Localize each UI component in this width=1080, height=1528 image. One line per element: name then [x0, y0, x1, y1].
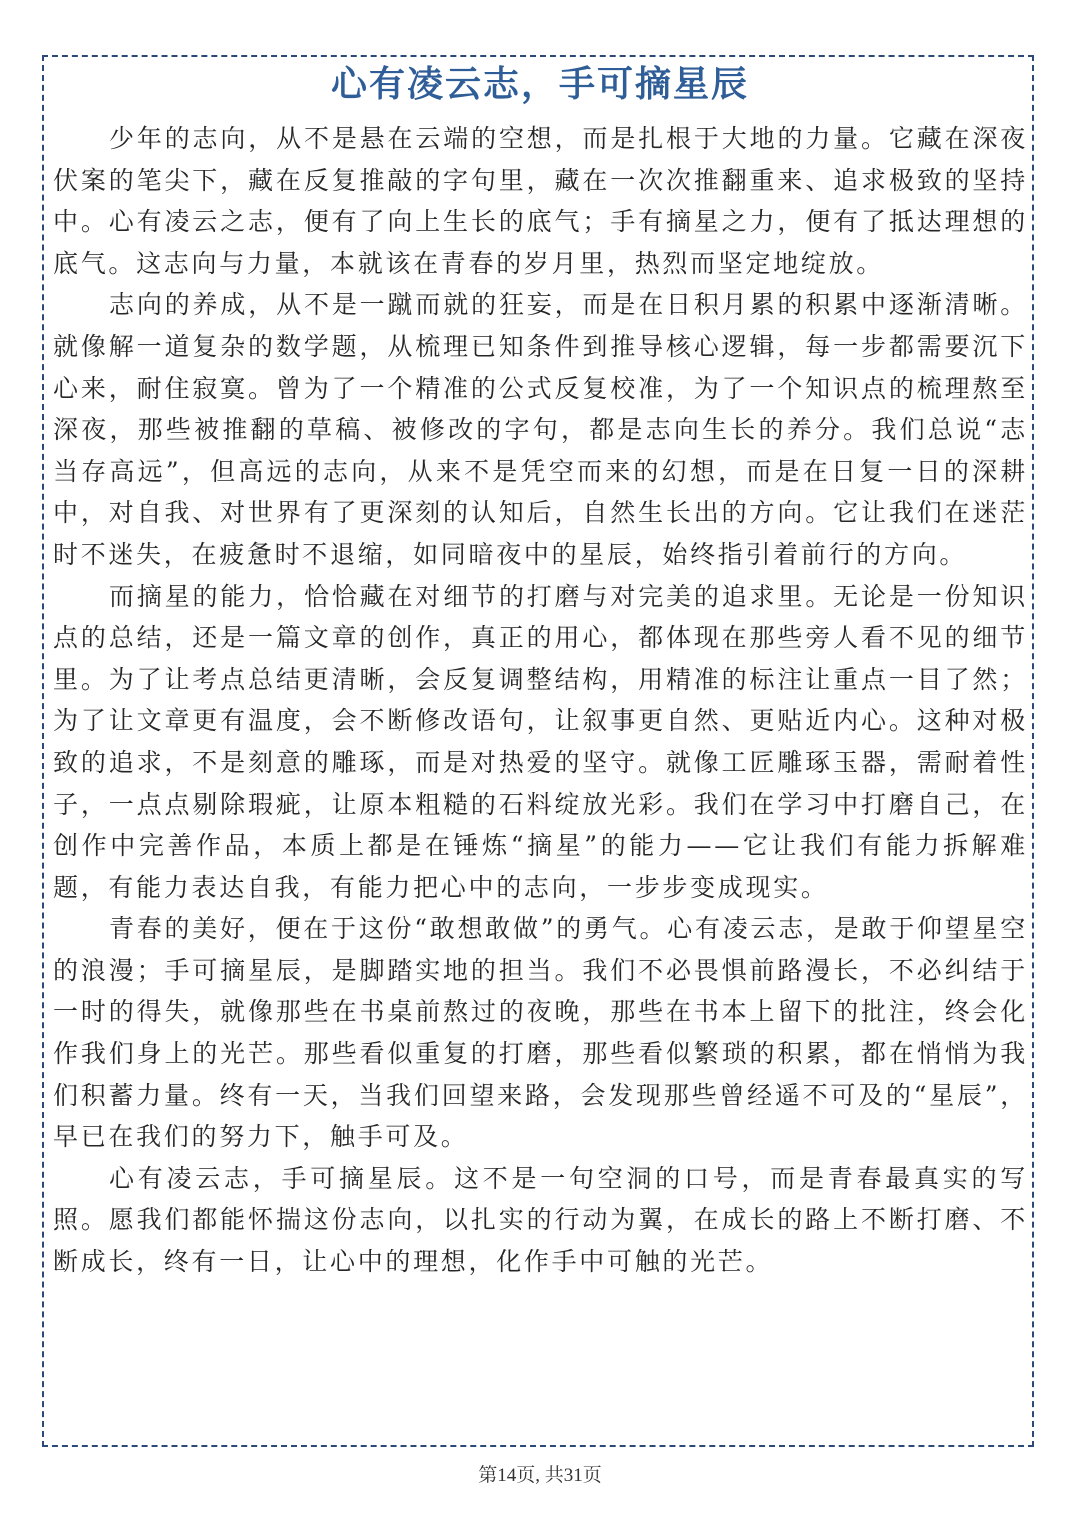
paragraph-5: 心有凌云志，手可摘星辰。这不是一句空洞的口号，而是青春最真实的写照。愿我们都能怀揣这份志向，以扎实的行动为翼，在成长的路上不断打磨、不断成长，终有一日，让心中的理想，化作手中可触的光芒。 [53, 1163, 1028, 1277]
paragraph-4: 青春的美好，便在于这份“敢想敢做”的勇气。心有凌云志，是敢于仰望星空的浪漫；手可摘星辰，是脚踏实地的担当。我们不必畏惧前路漫长，不必纠结于一时的得失，就像那些在书桌前熬过的夜晚，那些在书本上留下的批注，终会化作我们身上的光芒。那些看似重复的打磨，那些看似繁琐的积累，都在悄悄为我们积蓄力量。终有一天，当我们回望来路，会发现那些曾经遥不可及的“星辰”，早已在我们的努力下，触手可及。 [53, 914, 1028, 1152]
paragraph-2: 志向的养成，从不是一蹴而就的狂妄，而是在日积月累的积累中逐渐清晰。就像解一道复杂的数学题，从梳理已知条件到推导核心逻辑，每一步都需要沉下心来，耐住寂寞。曾为了一个精准的公式反复校准，为了一个知识点的梳理熬至深夜，那些被推翻的草稿、被修改的字句，都是志向生长的养分。我们总说“志当存高远”，但高远的志向，从来不是凭空而来的幻想，而是在日复一日的深耕中，对自我、对世界有了更深刻的认知后，自然生长出的方向。它让我们在迷茫时不迷失，在疲惫时不退缩，如同暗夜中的星辰，始终指引着前行的方向。 [53, 290, 1028, 569]
page-title: 心有凌云志，手可摘星辰 [330, 63, 749, 105]
paragraph-3: 而摘星的能力，恰恰藏在对细节的打磨与对完美的追求里。无论是一份知识点的总结，还是一篇文章的创作，真正的用心，都体现在那些旁人看不见的细节里。为了让考点总结更清晰，会反复调整结构，用精准的标注让重点一目了然；为了让文章更有温度，会不断修改语句，让叙事更自然、更贴近内心。这种对极致的追求，不是刻意的雕琢，而是对热爱的坚守。就像工匠雕琢玉器，需耐着性子，一点点剔除瑕疵，让原本粗糙的石料绽放光彩。我们在学习中打磨自己，在创作中完善作品，本质上都是在锤炼“摘星”的能力——它让我们有能力拆解难题，有能力表达自我，有能力把心中的志向，一步步变成现实。 [53, 581, 1028, 902]
article-body [53, 118, 1028, 1283]
paragraph-1: 少年的志向，从不是悬在云端的空想，而是扎根于大地的力量。它藏在深夜伏案的笔尖下，藏在反复推敲的字句里，藏在一次次推翻重来、追求极致的坚持中。心有凌云之志，便有了向上生长的底气；手有摘星之力，便有了抵达理想的底气。这志向与力量，本就该在青春的岁月里，热烈而坚定地绽放。 [53, 124, 1028, 278]
page-number: 第14页, 共31页 [478, 1465, 602, 1486]
